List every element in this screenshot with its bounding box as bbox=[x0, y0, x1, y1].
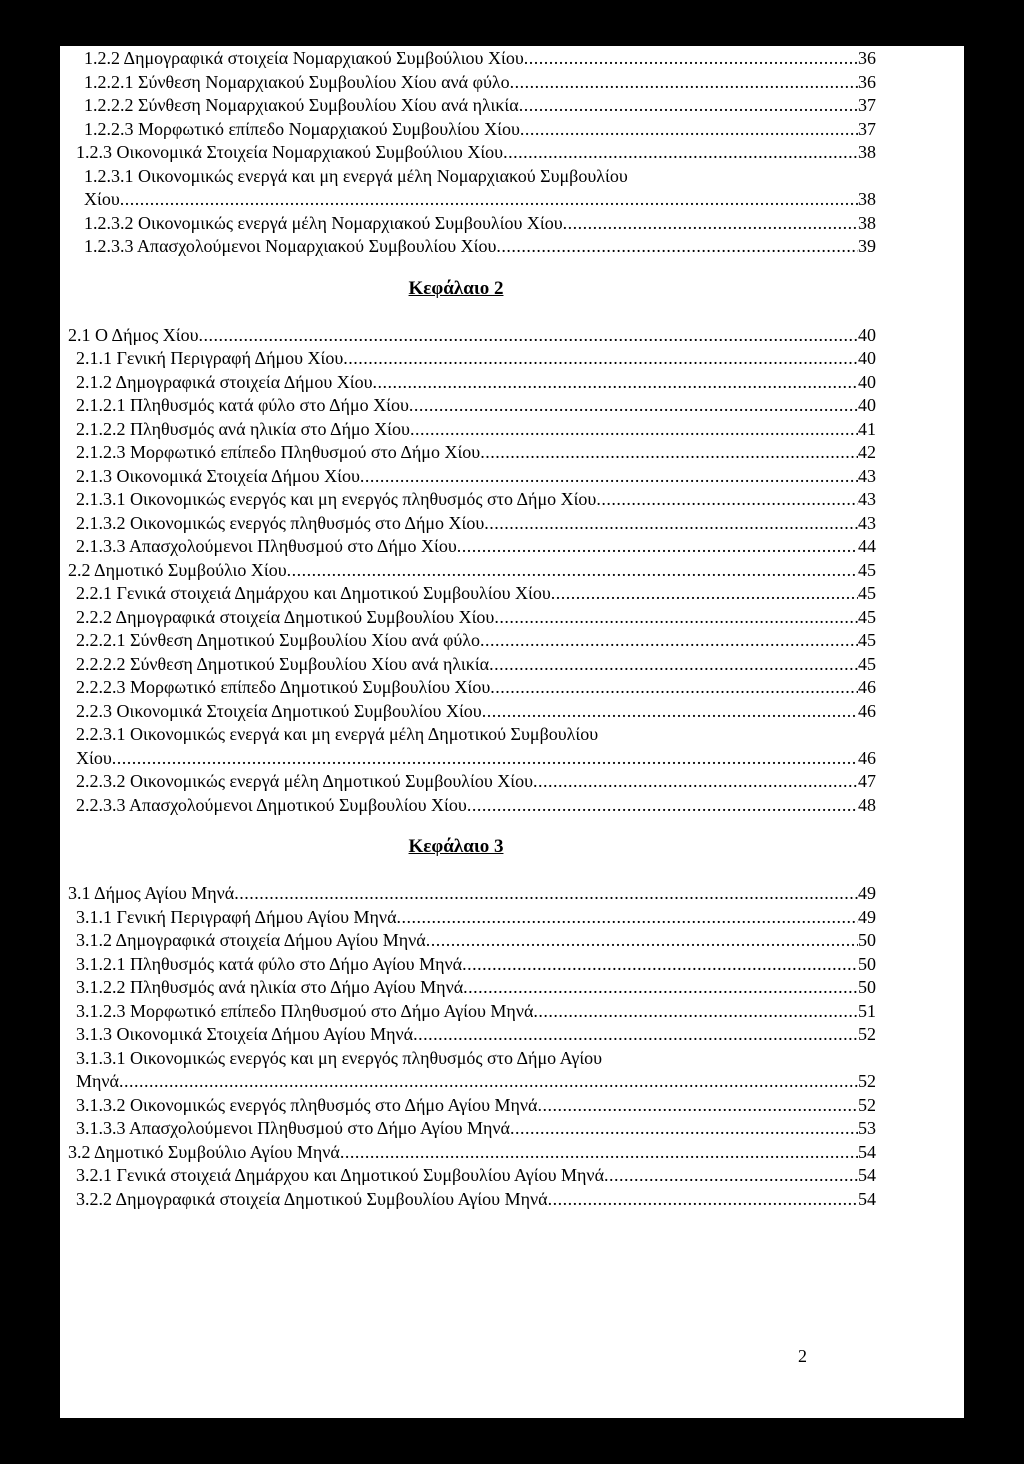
toc-entry-page: 49 bbox=[858, 906, 876, 927]
toc-entry-label: Χίου bbox=[84, 189, 120, 209]
toc-group-b bbox=[76, 212, 876, 259]
toc-leader-dots bbox=[533, 1000, 858, 1024]
toc-entry-label: 1.2.2.3 Μορφωτικό επίπεδο Νομαρχιακού Συμβουλίου Χίου bbox=[84, 118, 520, 139]
toc-entry-page: 50 bbox=[858, 930, 876, 950]
toc-entry-label: 2.1.3.3 Απασχολούμενοι Πληθυσμού στο Δήμο Χίου bbox=[76, 536, 457, 556]
toc-entry bbox=[68, 347, 876, 371]
toc-entry-page: 45 bbox=[858, 559, 876, 580]
toc-entry-page: 48 bbox=[858, 794, 876, 815]
toc-entry-label: 2.2.3.3 Απασχολούμενοι Δημοτικού Συμβουλίου Χίου bbox=[76, 794, 467, 815]
toc-entry-label: 3.1.2.2 Πληθυσμός ανά ηλικία στο Δήμο Αγίου Μηνά bbox=[76, 977, 464, 997]
toc-leader-dots bbox=[538, 1094, 859, 1118]
toc-leader-dots bbox=[343, 347, 858, 371]
toc-leader-dots bbox=[519, 94, 858, 118]
toc-entry bbox=[68, 488, 876, 512]
toc-entry-label: 1.2.2.2 Σύνθεση Νομαρχιακού Συμβουλίου Χίου ανά ηλικία bbox=[84, 95, 519, 115]
toc-entry-label: 3.1.1 Γενική Περιγραφή Δήμου Αγίου Μηνά bbox=[76, 906, 397, 927]
toc-entry bbox=[68, 47, 876, 71]
toc-entry-label: 2.1.3 Οικονομικά Στοιχεία Δήμου Χίου bbox=[76, 465, 360, 486]
toc-group-c bbox=[68, 324, 876, 724]
toc-entry-continuation bbox=[84, 188, 876, 212]
toc-entry-page: 36 bbox=[858, 48, 876, 68]
toc-entry bbox=[68, 71, 876, 95]
toc-entry-page: 43 bbox=[858, 489, 876, 509]
toc-entry-label: 2.2.3.2 Οικονομικώς ενεργά μέλη Δημοτικού Συμβουλίου Χίου bbox=[76, 771, 534, 791]
toc-entry-page: 43 bbox=[858, 465, 876, 486]
toc-entry-page: 52 bbox=[858, 1024, 876, 1044]
toc-entry-label: 3.2.1 Γενικά στοιχειά Δημάρχου και Δημοτικού Συμβουλίου Αγίου Μηνά bbox=[76, 1165, 605, 1185]
toc-wrapped-entry-c bbox=[76, 723, 876, 770]
toc-entry bbox=[68, 441, 876, 465]
toc-leader-dots bbox=[409, 394, 858, 418]
toc-entry-page: 46 bbox=[858, 677, 876, 697]
toc-entry-label: 3.1.2 Δημογραφικά στοιχεία Δήμου Αγίου Μηνά bbox=[76, 930, 426, 950]
toc-entry-first-line: 3.1.3.1 Οικονομικώς ενεργός και μη ενεργός πληθυσμός στο Δήμο Αγίου bbox=[76, 1047, 603, 1068]
toc-leader-dots bbox=[112, 747, 858, 771]
toc-entry-label: 2.1.2.3 Μορφωτικό επίπεδο Πληθυσμού στο Δήμο Χίου bbox=[76, 442, 481, 462]
toc-entry-page: 40 bbox=[858, 324, 876, 345]
toc-entry bbox=[68, 1117, 876, 1141]
toc-entry-page: 52 bbox=[858, 1071, 876, 1091]
toc-entry-page: 38 bbox=[858, 189, 876, 209]
toc-leader-dots bbox=[410, 418, 858, 442]
toc-entry bbox=[68, 1094, 876, 1118]
toc-leader-dots bbox=[462, 953, 858, 977]
toc-entry-page: 51 bbox=[858, 1000, 876, 1021]
toc-entry-page: 45 bbox=[858, 606, 876, 627]
toc-entry-page: 50 bbox=[858, 977, 876, 997]
toc-entry-label: 2.2 Δημοτικό Συμβούλιο Χίου bbox=[68, 559, 287, 580]
chapter-2-heading: Κεφάλαιο 2 bbox=[408, 277, 504, 299]
toc-entry-page: 40 bbox=[858, 348, 876, 368]
toc-entry-label: 3.2.2 Δημογραφικά στοιχεία Δημοτικού Συμβουλίου Αγίου Μηνά bbox=[76, 1188, 548, 1209]
toc-entry-label: 2.1.2.2 Πληθυσμός ανά ηλικία στο Δήμο Χίου bbox=[76, 418, 410, 439]
toc-entry-label: 2.2.2.2 Σύνθεση Δημοτικού Συμβουλίου Χίου ανά ηλικία bbox=[76, 653, 490, 674]
toc-entry bbox=[68, 535, 876, 559]
toc-leader-dots bbox=[413, 1023, 858, 1047]
toc-entry-page: 49 bbox=[858, 883, 876, 903]
toc-leader-dots bbox=[463, 976, 858, 1000]
toc-leader-dots bbox=[480, 441, 858, 465]
toc-leader-dots bbox=[510, 1117, 858, 1141]
toc-wrapped-entry-e bbox=[76, 1047, 876, 1094]
toc-entry-page: 45 bbox=[858, 653, 876, 674]
toc-group-e bbox=[68, 882, 876, 1047]
toc-entry-page: 38 bbox=[858, 142, 876, 162]
toc-leader-dots bbox=[533, 770, 858, 794]
toc-entry-label: 2.2.2.3 Μορφωτικό επίπεδο Δημοτικού Συμβουλίου Χίου bbox=[76, 677, 491, 697]
toc-leader-dots bbox=[490, 676, 858, 700]
toc-entry-page: 41 bbox=[858, 418, 876, 439]
toc-entry-continuation bbox=[76, 747, 876, 771]
toc-entry-continuation bbox=[76, 1070, 876, 1094]
toc-leader-dots bbox=[199, 324, 858, 348]
toc-group-a bbox=[76, 47, 876, 165]
toc-entry-label: 1.2.2 Δημογραφικά στοιχεία Νομαρχιακού Συμβούλιου Χίου bbox=[84, 48, 524, 68]
toc-entry-label: 2.2.2 Δημογραφικά στοιχεία Δημοτικού Συμβουλίου Χίου bbox=[76, 606, 495, 627]
toc-entry bbox=[68, 465, 876, 489]
toc-leader-dots bbox=[524, 47, 858, 71]
toc-entry bbox=[68, 653, 876, 677]
toc-leader-dots bbox=[373, 371, 859, 395]
toc-entry-label: Μηνά bbox=[76, 1071, 119, 1091]
toc-entry bbox=[68, 770, 876, 794]
toc-entry-page: 54 bbox=[858, 1188, 876, 1209]
toc-entry-first-line: 1.2.3.1 Οικονομικώς ενεργά και μη ενεργά μέλη Νομαρχιακού Συμβουλίου bbox=[84, 165, 628, 186]
toc-entry bbox=[68, 212, 876, 236]
toc-entry-label: 3.1 Δήμος Αγίου Μηνά bbox=[68, 883, 235, 903]
toc-entry bbox=[68, 1141, 876, 1165]
toc-leader-dots bbox=[119, 1070, 858, 1094]
toc-group-d bbox=[76, 770, 876, 817]
toc-leader-dots bbox=[397, 906, 858, 930]
toc-entry-label: 3.1.3.3 Απασχολούμενοι Πληθυσμού στο Δήμο Αγίου Μηνά bbox=[76, 1118, 510, 1138]
toc-leader-dots bbox=[551, 582, 858, 606]
toc-entry-label: 2.1.1 Γενική Περιγραφή Δήμου Χίου bbox=[76, 348, 344, 368]
toc-entry bbox=[68, 929, 876, 953]
toc-entry bbox=[68, 882, 876, 906]
toc-entry bbox=[68, 371, 876, 395]
toc-entry-label: 2.2.1 Γενικά στοιχειά Δημάρχου και Δημοτικού Συμβουλίου Χίου bbox=[76, 583, 551, 603]
toc-leader-dots bbox=[234, 882, 858, 906]
toc-entry-page: 45 bbox=[858, 630, 876, 650]
toc-entry-label: 3.1.2.3 Μορφωτικό επίπεδο Πληθυσμού στο Δήμο Αγίου Μηνά bbox=[76, 1000, 534, 1021]
toc-entry-label: 1.2.3.2 Οικονομικώς ενεργά μέλη Νομαρχιακού Συμβουλίου Χίου bbox=[84, 212, 563, 233]
toc-entry bbox=[68, 700, 876, 724]
toc-entry-label: 2.1.3.1 Οικονομικώς ενεργός και μη ενεργός πληθυσμός στο Δήμο Χίου bbox=[76, 489, 597, 509]
toc-entry bbox=[68, 235, 876, 259]
toc-entry bbox=[68, 324, 876, 348]
toc-leader-dots bbox=[548, 1188, 858, 1212]
toc-leader-dots bbox=[596, 488, 858, 512]
toc-entry bbox=[68, 559, 876, 583]
toc-entry-label: 3.2 Δημοτικό Συμβούλιο Αγίου Μηνά bbox=[68, 1141, 340, 1162]
toc-entry-label: 1.2.3.3 Απασχολούμενοι Νομαρχιακού Συμβουλίου Χίου bbox=[84, 236, 497, 256]
toc-leader-dots bbox=[360, 465, 858, 489]
toc-entry-page: 47 bbox=[858, 771, 876, 791]
toc-wrapped-entry-a bbox=[76, 165, 876, 212]
toc-leader-dots bbox=[503, 141, 858, 165]
toc-entry bbox=[68, 94, 876, 118]
toc-entry bbox=[68, 629, 876, 653]
toc-leader-dots bbox=[457, 535, 858, 559]
toc-entry-page: 53 bbox=[858, 1118, 876, 1138]
toc-group-f bbox=[68, 1094, 876, 1212]
toc-entry bbox=[68, 1023, 876, 1047]
toc-entry-page: 37 bbox=[858, 95, 876, 115]
toc-entry-label: 3.1.3 Οικονομικά Στοιχεία Δήμου Αγίου Μηνά bbox=[76, 1024, 414, 1044]
toc-leader-dots bbox=[604, 1164, 858, 1188]
toc-entry bbox=[68, 582, 876, 606]
toc-entry bbox=[68, 906, 876, 930]
toc-leader-dots bbox=[340, 1141, 858, 1165]
toc-entry bbox=[68, 141, 876, 165]
toc-entry-page: 40 bbox=[858, 371, 876, 392]
table-of-contents bbox=[68, 47, 876, 1211]
toc-entry-label: 3.1.2.1 Πληθυσμός κατά φύλο στο Δήμο Αγίου Μηνά bbox=[76, 953, 463, 974]
toc-entry-label: Χίου bbox=[76, 747, 112, 768]
toc-leader-dots bbox=[287, 559, 858, 583]
toc-entry bbox=[68, 418, 876, 442]
toc-leader-dots bbox=[520, 118, 858, 142]
toc-entry bbox=[68, 118, 876, 142]
toc-entry-page: 38 bbox=[858, 212, 876, 233]
toc-entry-page: 43 bbox=[858, 512, 876, 533]
toc-leader-dots bbox=[480, 629, 858, 653]
toc-entry-page: 46 bbox=[858, 747, 876, 768]
toc-entry bbox=[68, 976, 876, 1000]
toc-entry-page: 54 bbox=[858, 1141, 876, 1162]
toc-entry bbox=[68, 794, 876, 818]
toc-entry-label: 1.2.3 Οικονομικά Στοιχεία Νομαρχιακού Συμβούλιου Χίου bbox=[76, 142, 504, 162]
toc-entry bbox=[68, 394, 876, 418]
toc-entry-page: 40 bbox=[858, 395, 876, 415]
toc-entry-label: 2.2.3 Οικονομικά Στοιχεία Δημοτικού Συμβουλίου Χίου bbox=[76, 700, 482, 721]
chapter-3-heading: Κεφάλαιο 3 bbox=[408, 836, 504, 857]
toc-entry-page: 46 bbox=[858, 700, 876, 721]
toc-leader-dots bbox=[496, 235, 858, 259]
toc-entry-page: 36 bbox=[858, 71, 876, 92]
toc-entry-first-line: 2.2.3.1 Οικονομικώς ενεργά και μη ενεργά μέλη Δημοτικού Συμβουλίου bbox=[76, 724, 599, 744]
toc-leader-dots bbox=[426, 929, 858, 953]
toc-entry-page: 50 bbox=[858, 953, 876, 974]
toc-entry bbox=[68, 606, 876, 630]
toc-leader-dots bbox=[563, 212, 858, 236]
toc-entry bbox=[68, 512, 876, 536]
toc-entry bbox=[68, 1000, 876, 1024]
toc-entry bbox=[68, 1188, 876, 1212]
toc-leader-dots bbox=[510, 71, 858, 95]
toc-entry-page: 45 bbox=[858, 583, 876, 603]
toc-entry bbox=[68, 1164, 876, 1188]
toc-leader-dots bbox=[482, 700, 858, 724]
toc-entry-page: 54 bbox=[858, 1165, 876, 1185]
toc-entry-page: 39 bbox=[858, 236, 876, 256]
toc-entry-label: 3.1.3.2 Οικονομικώς ενεργός πληθυσμός στο Δήμο Αγίου Μηνά bbox=[76, 1094, 538, 1115]
toc-entry-label: 1.2.2.1 Σύνθεση Νομαρχιακού Συμβουλίου Χίου ανά φύλο bbox=[84, 71, 510, 92]
toc-entry-label: 2.2.2.1 Σύνθεση Δημοτικού Συμβουλίου Χίου ανά φύλο bbox=[76, 630, 481, 650]
toc-entry-page: 44 bbox=[858, 536, 876, 556]
toc-leader-dots bbox=[484, 512, 858, 536]
toc-entry-label: 2.1.3.2 Οικονομικώς ενεργός πληθυσμός στο Δήμο Χίου bbox=[76, 512, 485, 533]
toc-leader-dots bbox=[494, 606, 858, 630]
toc-leader-dots bbox=[120, 188, 858, 212]
page-number: 2 bbox=[798, 1346, 807, 1366]
toc-entry-label: 2.1 Ο Δήμος Χίου bbox=[68, 324, 199, 345]
toc-leader-dots bbox=[467, 794, 858, 818]
toc-leader-dots bbox=[489, 653, 858, 677]
toc-entry-label: 2.1.2.1 Πληθυσμός κατά φύλο στο Δήμο Χίου bbox=[76, 395, 409, 415]
toc-entry-page: 42 bbox=[858, 442, 876, 462]
toc-entry-label: 2.1.2 Δημογραφικά στοιχεία Δήμου Χίου bbox=[76, 371, 373, 392]
toc-entry-page: 52 bbox=[858, 1094, 876, 1115]
toc-entry-page: 37 bbox=[858, 118, 876, 139]
toc-entry bbox=[68, 676, 876, 700]
toc-entry bbox=[68, 953, 876, 977]
